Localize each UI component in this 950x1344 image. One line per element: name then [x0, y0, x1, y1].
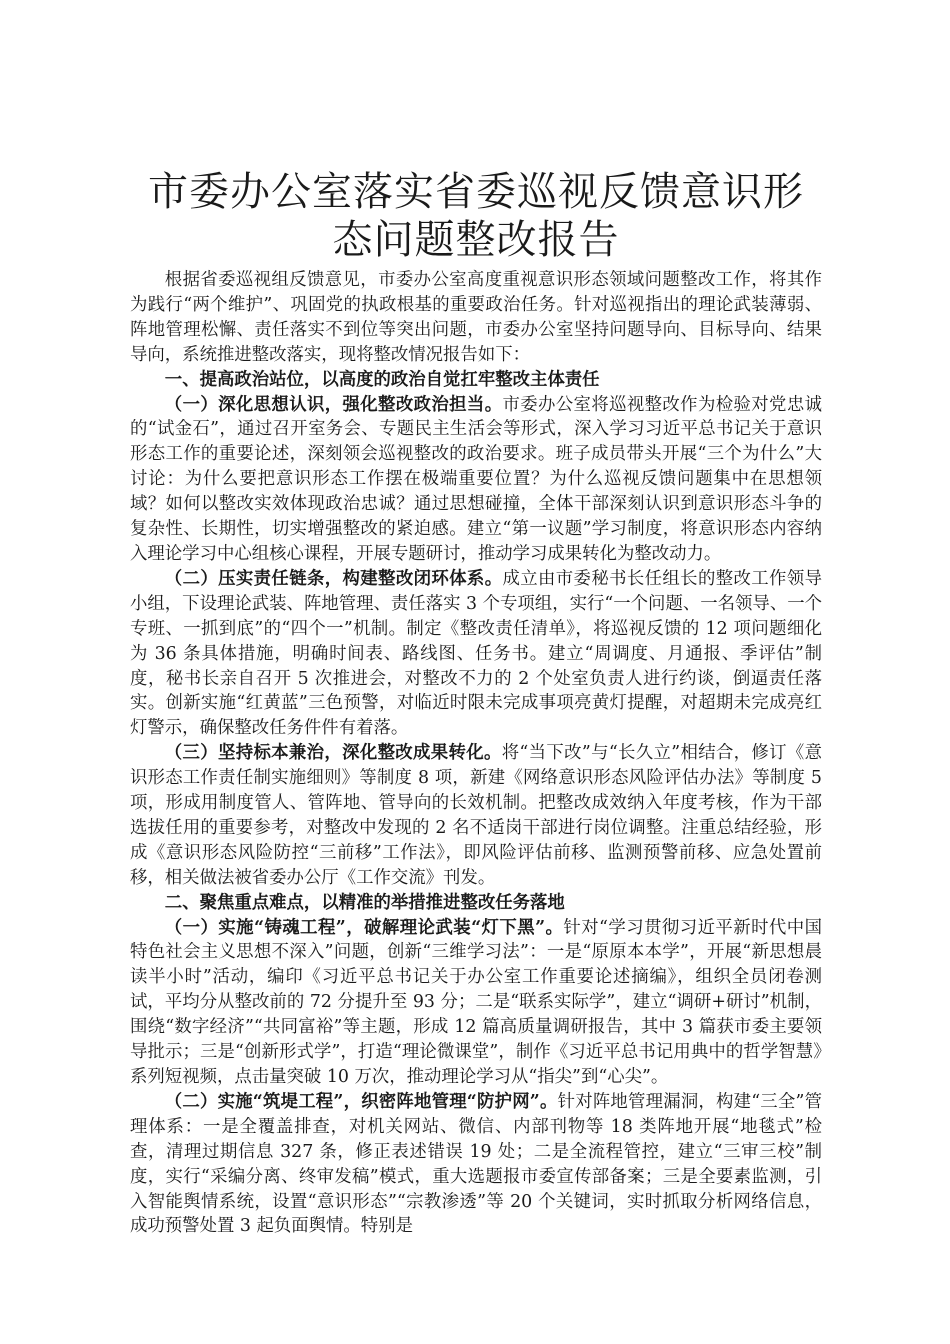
section-1-item-2: [130, 567, 822, 741]
section-2-item-1-heading: （一）实施“铸魂工程”，破解理论武装“灯下黑”。: [164, 917, 564, 938]
intro-paragraph: 根据省委巡视组反馈意见，市委办公室高度重视意识形态领域问题整改工作，将其作为践行“两个维护”、巩固党的执政根基的重要政治任务。针对巡视指出的理论武装薄弱、阵地管理松懈、责任落实不到位等突出问题，市委办公室坚持问题导向、目标导向、结果导向，系统推进整改落实，现将整改情况报告如下：: [130, 270, 822, 365]
section-1-item-1-heading: （一）深化思想认识，强化整改政治担当。: [164, 394, 503, 415]
section-1-item-1: [130, 393, 822, 567]
section-2-item-1: [130, 916, 822, 1090]
section-1-item-2-heading: （二）压实责任链条，构建整改闭环体系。: [164, 568, 503, 589]
section-1-heading: 一、提高政治站位，以高度的政治自觉扛牢整改主体责任: [164, 369, 600, 390]
document-title: 市委办公室落实省委巡视反馈意识形态问题整改报告: [148, 169, 804, 263]
document-body: [130, 268, 822, 1239]
section-1-item-3-heading: （三）坚持标本兼治，深化整改成果转化。: [164, 743, 502, 764]
section-2-item-2: [130, 1090, 822, 1239]
section-2-item-1-text: 针对“学习贯彻习近平新时代中国特色社会主义思想不深入”问题，创新“三维学习法”：一是“原原本本学”，开展“新思想晨读半小时”活动，编印《习近平总书记关于办公室工作重要论述摘编》，组织全员闭卷测试，平均分从整改前的 72 分提升至 93 分；二是“联系实际学”，建立“调研+研讨”机制，围绕“数字经济”“共同富裕”等主题，形成 12 篇高质量调研报告，其中 3 篇获市委主要领导批示；三是“创新形式学”，打造“理论微课堂”，制作《习近平总书记用典中的哲学智慧》系列短视频，点击量突破 10 万次，推动理论学习从“指尖”到“心尖”。: [130, 917, 822, 1087]
section-2-heading: 二、聚焦重点难点，以精准的举措推进整改任务落地: [164, 892, 565, 913]
section-1-item-3-text: 将“当下改”与“长久立”相结合，修订《意识形态工作责任制实施细则》等制度 8 项，新建《网络意识形态风险评估办法》等制度 5 项，形成用制度管人、管阵地、管导向的长效机制。把整改成效纳入年度考核，作为干部选拔任用的重要参考，对整改中发现的 2 名不适岗干部进行岗位调整。注重总结经验，形成《意识形态风险防控“三前移”工作法》，即风险评估前移、监测预警前移、应急处置前移，相关做法被省委办公厅《工作交流》刊发。: [130, 743, 822, 888]
section-1-item-1-text: 市委办公室将巡视整改作为检验对党忠诚的“试金石”，通过召开室务会、专题民主生活会等形式，深入学习习近平总书记关于意识形态工作的重要论述，深刻领会巡视整改的政治要求。班子成员带头开展“三个为什么”大讨论：为什么要把意识形态工作摆在极端重要位置？为什么巡视反馈问题集中在思想领域？如何以整改实效体现政治忠诚？通过思想碰撞，全体干部深刻认识到意识形态斗争的复杂性、长期性，切实增强整改的紧迫感。建立“第一议题”学习制度，将意识形态内容纳入理论学习中心组核心课程，开展专题研讨，推动学习成果转化为整改动力。: [130, 394, 822, 564]
section-2-item-2-heading: （二）实施“筑堤工程”，织密阵地管理“防护网”。: [164, 1091, 558, 1112]
section-1-item-3: [130, 741, 822, 890]
section-1-item-2-text: 成立由市委秘书长任组长的整改工作领导小组，下设理论武装、阵地管理、责任落实 3 个专项组，实行“一个问题、一名领导、一个专班、一抓到底”的“四个一”机制。制定《整改责任清单》，将巡视反馈的 12 项问题细化为 36 条具体措施，明确时间表、路线图、任务书。建立“周调度、月通报、季评估”制度，秘书长亲自召开 5 次推进会，对整改不力的 2 个处室负责人进行约谈，倒逼责任落实。创新实施“红黄蓝”三色预警，对临近时限未完成事项亮黄灯提醒，对超期未完成亮红灯警示，确保整改任务件件有着落。: [130, 568, 822, 739]
section-2-item-2-text: 针对阵地管理漏洞，构建“三全”管理体系：一是全覆盖排查，对机关网站、微信、内部刊物等 18 类阵地开展“地毯式”检查，清理过期信息 327 条，修正表述错误 19 处；二是全流程管控，建立“三审三校”制度，实行“采编分离、终审发稿”模式，重大选题报市委宣传部备案；三是全要素监测，引入智能舆情系统，设置“意识形态”“宗教渗透”等 20 个关键词，实时抓取分析网络信息，成功预警处置 3 起负面舆情。特别是: [130, 1091, 822, 1237]
